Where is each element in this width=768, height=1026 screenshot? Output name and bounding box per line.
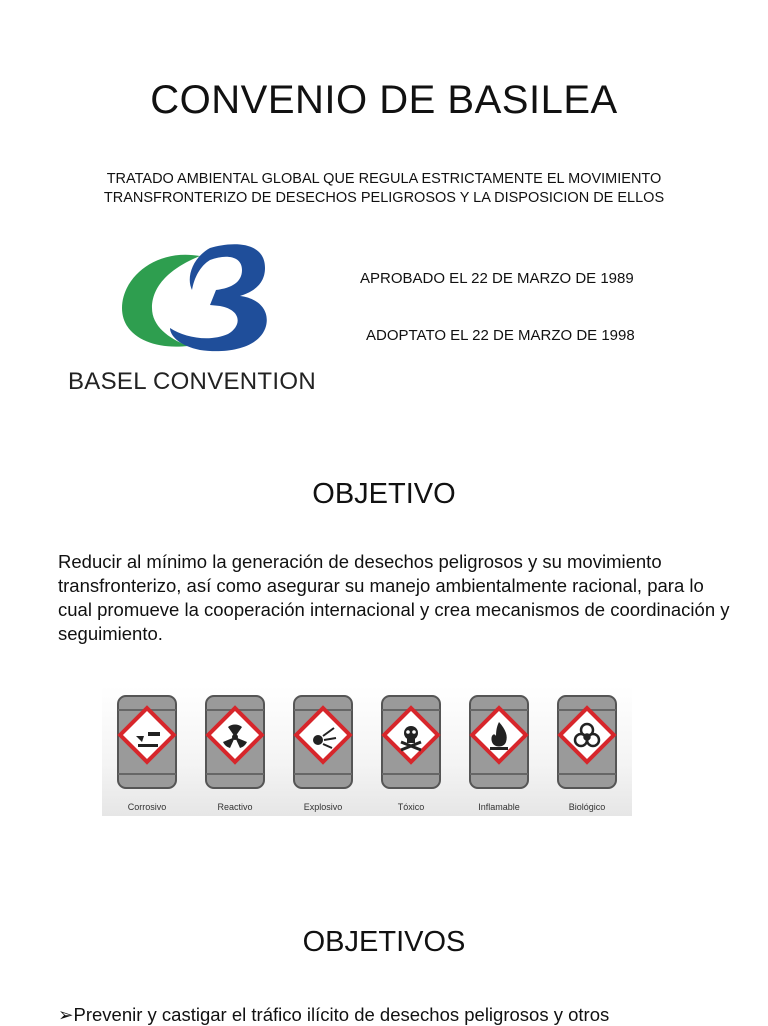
bullet-text: Prevenir y castigar el tráfico ilícito de desechos peligrosos y otros [73,1004,610,1025]
page-title: CONVENIO DE BASILEA [150,78,618,122]
hazard-label: Biológico [568,802,606,812]
barrel-biohazard [554,692,620,812]
hazard-label: Tóxico [397,802,425,812]
logo-green-swoosh [122,255,200,347]
arrow-bullet-icon: ➢ [58,1004,74,1025]
hazard-barrels-image [102,686,632,816]
logo-text: BASEL CONVENTION [68,368,316,395]
hazard-label: Corrosivo [127,802,167,812]
barrel-reactive [202,692,268,812]
barrel-flammable [466,692,532,812]
hazard-label: Reactivo [217,802,253,812]
objectives-bullet-1 [58,1004,609,1026]
adopted-date: ADOPTATO EL 22 DE MARZO DE 1998 [366,327,635,344]
barrel-corrosive [114,692,180,812]
hazard-label: Inflamable [478,802,520,812]
barrel-toxic [378,692,444,812]
subtitle: TRATADO AMBIENTAL GLOBAL QUE REGULA ESTRICTAMENTE EL MOVIMIENTO TRANSFRONTERIZO DE DESECHOS PELIGROSOS Y LA DISPOSICION DE ELLOS [103,171,665,206]
objective-text: Reducir al mínimo la generación de desechos peligrosos y su movimiento transfronterizo, así como asegurar su manejo ambientalmente racional, para lo cual promueve la cooperación internacional y crea mecanismos de coordinación y seguimiento. [58,551,730,644]
basel-logo [60,238,350,403]
hazard-label: Explosivo [303,802,343,812]
basel-logo-mark [60,238,350,363]
objective-heading: OBJETIVO [312,478,456,510]
barrel-explosive [290,692,356,812]
objectives-heading: OBJETIVOS [302,926,466,958]
approved-date: APROBADO EL 22 DE MARZO DE 1989 [360,270,634,287]
